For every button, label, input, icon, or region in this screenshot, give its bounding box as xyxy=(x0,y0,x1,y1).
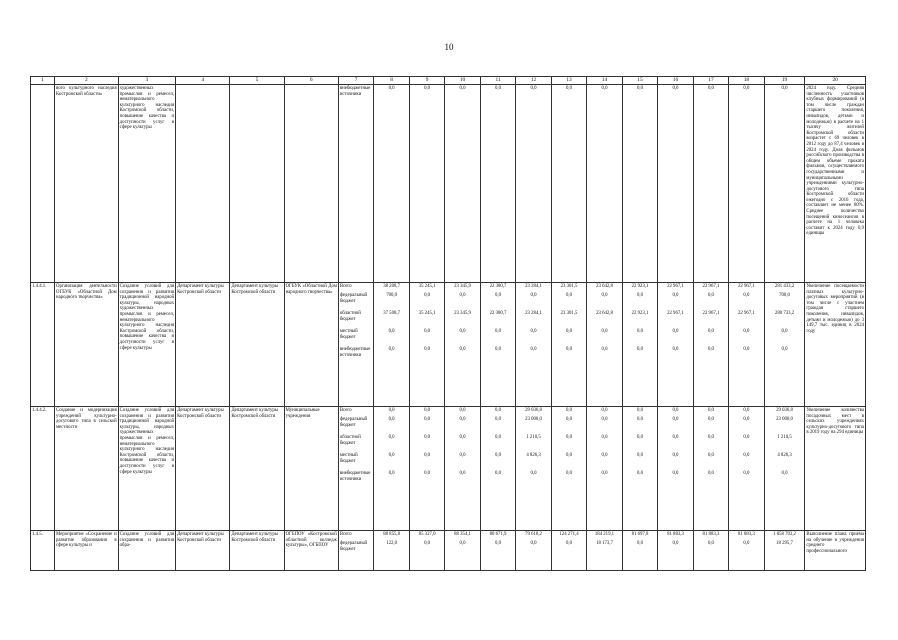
value: 281 433,2 xyxy=(774,284,795,289)
value-cell xyxy=(658,531,693,571)
column-number: 4 xyxy=(176,77,230,85)
value: 700,0 xyxy=(386,293,397,298)
value: 0,0 xyxy=(707,86,714,91)
funding-source-label: Всего xyxy=(339,284,352,289)
column-number: 10 xyxy=(445,77,480,85)
value: 0,0 xyxy=(707,408,714,413)
row-co-executor: Департамент культуры Костромской области xyxy=(230,531,284,571)
value-cell xyxy=(693,283,728,407)
value: 0,0 xyxy=(781,329,788,334)
column-number-row xyxy=(31,77,866,85)
value-cell xyxy=(551,85,586,283)
value: 0,0 xyxy=(672,417,679,422)
value: 0,0 xyxy=(566,347,572,352)
value-cell xyxy=(516,283,551,407)
value-cell xyxy=(729,531,764,571)
value: 0,0 xyxy=(636,471,643,476)
program-table xyxy=(30,76,866,571)
value: 29 036,8 xyxy=(776,408,793,413)
value: 0,0 xyxy=(459,347,466,352)
value-cell xyxy=(693,407,728,531)
value-cell xyxy=(516,407,551,531)
value: 0,0 xyxy=(707,329,714,334)
value: 0,0 xyxy=(743,408,750,413)
value-cell xyxy=(622,531,657,571)
value: 0,0 xyxy=(601,86,608,91)
column-number: 9 xyxy=(409,77,444,85)
value: 0,0 xyxy=(743,417,750,422)
value: 0,0 xyxy=(743,329,750,334)
row-result: Выполнение плана приема на обучение в учреждения среднего профессионального xyxy=(805,531,866,571)
value-cell xyxy=(409,531,444,571)
value: 0,0 xyxy=(743,86,750,91)
value-cell xyxy=(693,531,728,571)
value-cell xyxy=(764,283,805,407)
row-result: 2024 году. Средняя численность участников клубных формирований (в том числе граждан старшего поколения, инвалидов, детьми и молодежью) в расчете на 1 тысячу жителей Костромской области возрастет с 69 человек в 2012 году до 87,4 человек в 2024 году. Доля фильмов российского производства в общем объеме проката фильмов, осуществляемого государственными и муниципальными учреждениями культурно-досугового типа Костромской области ежегодно с 2016 года, составляет не менее 80%. Среднее количество посещений киносеансов в расчете на 1 человека составит к 2024 году 0,9 единицы xyxy=(805,85,866,283)
row-result: Увеличение количества посадочных мест в сельских учреждениях культурно-досугового типа в 2019 году на 294 единицы xyxy=(805,407,866,531)
funding-source-label: областной бюджет xyxy=(339,435,361,446)
value: 122,0 xyxy=(386,541,397,546)
column-number: 17 xyxy=(693,77,728,85)
value: 0,0 xyxy=(566,435,572,440)
value-cell xyxy=(658,85,693,283)
funding-source-label: федеральный бюджет xyxy=(339,417,368,428)
column-number: 19 xyxy=(764,77,805,85)
column-number: 5 xyxy=(230,77,284,85)
value: 0,0 xyxy=(530,86,537,91)
row-task: Создание условий для сохранения и развития традиционной народной культуры, народных художественных промыслов и ремесел, нематериального культурного наследия Костромской области, повышение качества и доступности услуг в сфере культуры xyxy=(118,407,175,531)
value: 0,0 xyxy=(424,293,431,298)
value-cell xyxy=(480,283,515,407)
value: 18 173,7 xyxy=(596,541,613,546)
value-cell xyxy=(374,407,409,531)
value: 0,0 xyxy=(636,86,643,91)
value: 35 245,1 xyxy=(418,311,436,316)
value: 0,0 xyxy=(743,293,750,298)
value: 0,0 xyxy=(601,453,608,458)
value: 23 345,9 xyxy=(454,311,471,316)
funding-source-label: Всего xyxy=(339,532,352,537)
value: 23 345,9 xyxy=(454,284,471,289)
value-cell xyxy=(551,407,586,531)
value: 0,0 xyxy=(636,453,643,458)
funding-source-label: федеральный бюджет xyxy=(339,293,368,304)
value: 88 855,8 xyxy=(383,532,400,537)
value: 22 923,1 xyxy=(631,284,649,289)
value: 0,0 xyxy=(781,471,788,476)
column-number: 18 xyxy=(729,77,764,85)
value: 0,0 xyxy=(459,293,466,298)
value-cell xyxy=(445,531,480,571)
value: 0,0 xyxy=(495,471,502,476)
value: 0,0 xyxy=(495,347,502,352)
row-participant: ОГБПОУ «Костромской областной колледж культуры», ОГБПОУ xyxy=(284,531,338,571)
value: 0,0 xyxy=(566,408,572,413)
value-cell xyxy=(374,85,409,283)
funding-source-label: областной бюджет xyxy=(339,311,361,322)
value-cell xyxy=(445,85,480,283)
value: 0,0 xyxy=(636,408,643,413)
value: 4 826,3 xyxy=(526,453,541,458)
value-cell xyxy=(693,85,728,283)
value: 0,0 xyxy=(388,86,395,91)
value-cell xyxy=(409,283,444,407)
funding-source-label: местный бюджет xyxy=(339,329,358,340)
value: 23 642,8 xyxy=(596,311,613,316)
column-number: 20 xyxy=(805,77,866,85)
value: 0,0 xyxy=(566,417,572,422)
funding-source-label: внебюджетные источники xyxy=(339,86,371,97)
value: 0,0 xyxy=(388,408,395,413)
value: 0,0 xyxy=(530,471,537,476)
value: 0,0 xyxy=(672,329,679,334)
value: 29 036,8 xyxy=(525,408,542,413)
value: 81 883,3 xyxy=(738,532,755,537)
value: 22 967,1 xyxy=(738,284,755,289)
value: 0,0 xyxy=(459,417,466,422)
table-row xyxy=(31,283,866,407)
column-number: 2 xyxy=(55,77,119,85)
value: 0,0 xyxy=(459,453,466,458)
value: 700,0 xyxy=(779,293,790,298)
value: 0,0 xyxy=(495,541,502,546)
value-cell xyxy=(551,531,586,571)
value-cell xyxy=(551,283,586,407)
column-number: 16 xyxy=(658,77,693,85)
value: 23 642,8 xyxy=(596,284,613,289)
value: 0,0 xyxy=(781,347,788,352)
value-cell xyxy=(729,85,764,283)
value: 0,0 xyxy=(530,329,537,334)
value: 0,0 xyxy=(424,347,431,352)
value-cell xyxy=(587,85,622,283)
column-number: 7 xyxy=(338,77,373,85)
value: 0,0 xyxy=(707,471,714,476)
value: 23 301,5 xyxy=(560,311,578,316)
column-number: 12 xyxy=(516,77,551,85)
value: 0,0 xyxy=(672,541,679,546)
value-cell xyxy=(445,283,480,407)
value: 23 301,5 xyxy=(560,284,578,289)
row-sources xyxy=(338,531,373,571)
value: 22 967,1 xyxy=(667,284,684,289)
value: 0,0 xyxy=(672,408,679,413)
value: 1 210,5 xyxy=(777,435,792,440)
row-code: 1.4.4.1. xyxy=(31,283,55,407)
value-cell xyxy=(764,407,805,531)
value: 0,0 xyxy=(388,417,395,422)
row-code: 1.4.4.2. xyxy=(31,407,55,531)
value: 0,0 xyxy=(530,541,537,546)
value-cell xyxy=(658,283,693,407)
row-participant: ОГБУК «Областной Дом народного творчества» xyxy=(284,283,338,407)
value: 0,0 xyxy=(459,86,466,91)
value: 22 380,7 xyxy=(489,311,507,316)
value: 79 618,2 xyxy=(525,532,542,537)
row-sources xyxy=(338,407,373,531)
value: 0,0 xyxy=(743,435,750,440)
value-cell xyxy=(480,85,515,283)
value: 0,0 xyxy=(672,293,679,298)
value-cell xyxy=(622,283,657,407)
value: 1 210,5 xyxy=(526,435,541,440)
column-number: 14 xyxy=(587,77,622,85)
value-cell xyxy=(764,531,805,571)
value: 81 883,3 xyxy=(702,532,720,537)
value: 0,0 xyxy=(636,435,643,440)
value: 0,0 xyxy=(636,293,643,298)
value: 88 354,1 xyxy=(454,532,471,537)
value: 0,0 xyxy=(636,417,643,422)
row-co-executor xyxy=(230,85,284,283)
value: 4 826,3 xyxy=(777,453,792,458)
row-participant: Муниципальные учреждения xyxy=(284,407,338,531)
column-number: 1 xyxy=(31,77,55,85)
value: 22 967,1 xyxy=(702,284,720,289)
value: 0,0 xyxy=(672,347,679,352)
value: 0,0 xyxy=(743,471,750,476)
value-cell xyxy=(409,85,444,283)
value: 22 967,1 xyxy=(702,311,720,316)
value: 0,0 xyxy=(707,347,714,352)
row-sources xyxy=(338,283,373,407)
value: 184 219,1 xyxy=(594,532,615,537)
value: 0,0 xyxy=(743,541,750,546)
value: 0,0 xyxy=(459,329,466,334)
row-name: Организация деятельности ОГБУК «Областной Дом народного творчества» xyxy=(55,283,119,407)
value-cell xyxy=(729,283,764,407)
value: 0,0 xyxy=(495,417,502,422)
funding-source-label: Всего xyxy=(339,408,352,413)
column-number: 3 xyxy=(118,77,175,85)
table-row xyxy=(31,85,866,283)
value: 0,0 xyxy=(601,435,608,440)
value: 0,0 xyxy=(707,293,714,298)
row-task: Создание условий для сохранения и развития обра- xyxy=(118,531,175,571)
value: 0,0 xyxy=(495,453,502,458)
funding-source-label: внебюджетные источники xyxy=(339,471,371,482)
row-code: 1.4.5. xyxy=(31,531,55,571)
row-name: Мероприятие «Сохранение и развитие образования в сфере культуры и xyxy=(55,531,119,571)
value: 0,0 xyxy=(672,471,679,476)
value: 0,0 xyxy=(495,329,502,334)
value: 0,0 xyxy=(707,417,714,422)
value: 0,0 xyxy=(672,453,679,458)
row-name: вого культурного наследия Костромской области» xyxy=(55,85,119,283)
value: 0,0 xyxy=(424,329,431,334)
value: 0,0 xyxy=(601,471,608,476)
value: 0,0 xyxy=(530,293,537,298)
value: 0,0 xyxy=(495,293,502,298)
value-cell xyxy=(445,407,480,531)
value: 124 271,4 xyxy=(559,532,579,537)
row-responsible: Департамент культуры Костромской области xyxy=(176,283,230,407)
value: 0,0 xyxy=(495,86,502,91)
value: 22 967,1 xyxy=(667,311,684,316)
table-row xyxy=(31,531,866,571)
value: 0,0 xyxy=(743,347,750,352)
value-cell xyxy=(658,407,693,531)
value: 0,0 xyxy=(388,471,395,476)
value: 0,0 xyxy=(707,541,714,546)
value: 35 245,1 xyxy=(418,284,436,289)
value: 38 208,7 xyxy=(383,284,400,289)
value: 1 058 703,2 xyxy=(773,532,796,537)
value-cell xyxy=(622,85,657,283)
value-cell xyxy=(587,283,622,407)
column-number: 13 xyxy=(551,77,586,85)
value: 0,0 xyxy=(743,453,750,458)
value: 0,0 xyxy=(424,541,431,546)
value: 0,0 xyxy=(601,408,608,413)
value: 0,0 xyxy=(566,541,572,546)
value: 0,0 xyxy=(388,435,395,440)
value-cell xyxy=(516,531,551,571)
value: 0,0 xyxy=(601,293,608,298)
value: 0,0 xyxy=(566,329,572,334)
value: 0,0 xyxy=(672,435,679,440)
column-number: 15 xyxy=(622,77,657,85)
value: 0,0 xyxy=(566,86,572,91)
value: 37 508,7 xyxy=(383,311,400,316)
value: 0,0 xyxy=(530,347,537,352)
value: 0,0 xyxy=(459,471,466,476)
table-row xyxy=(31,407,866,531)
row-participant xyxy=(284,85,338,283)
value: 23 000,0 xyxy=(525,417,542,422)
value: 0,0 xyxy=(388,453,395,458)
value: 0,0 xyxy=(424,408,431,413)
value-cell xyxy=(587,407,622,531)
value: 0,0 xyxy=(636,329,643,334)
row-task: Создание условий для сохранения и развития традиционной народной культуры, народных художественных промыслов и ремесел, нематериального культурного наследия Костромской области, повышение качества и доступности услуг в сфере культуры xyxy=(118,283,175,407)
row-task: художественных промыслов и ремесел, нематериального культурного наследия Костромской области, повышение качества и доступности услуг в сфере культуры xyxy=(118,85,175,283)
value-cell xyxy=(622,407,657,531)
value: 18 295,7 xyxy=(776,541,793,546)
row-sources xyxy=(338,85,373,283)
value: 23 284,1 xyxy=(525,311,542,316)
value: 0,0 xyxy=(707,453,714,458)
value: 0,0 xyxy=(601,329,608,334)
value: 22 967,1 xyxy=(738,311,755,316)
value: 0,0 xyxy=(388,329,395,334)
value: 85 327,0 xyxy=(418,532,436,537)
row-co-executor: Департамент культуры Костромской области xyxy=(230,407,284,531)
value: 0,0 xyxy=(566,471,572,476)
column-number: 11 xyxy=(480,77,515,85)
value: 0,0 xyxy=(424,86,431,91)
value: 0,0 xyxy=(707,435,714,440)
value-cell xyxy=(480,407,515,531)
value: 23 000,0 xyxy=(776,417,793,422)
value-cell xyxy=(764,85,805,283)
value: 0,0 xyxy=(388,347,395,352)
row-responsible: Департамент культуры Костромской области xyxy=(176,531,230,571)
value: 0,0 xyxy=(424,471,431,476)
value: 0,0 xyxy=(424,435,431,440)
value: 0,0 xyxy=(459,541,466,546)
value: 0,0 xyxy=(495,408,502,413)
value-cell xyxy=(516,85,551,283)
value-cell xyxy=(480,531,515,571)
value: 81 697,8 xyxy=(631,532,649,537)
value-cell xyxy=(409,407,444,531)
row-co-executor: Департамент культуры Костромской области xyxy=(230,283,284,407)
value: 0,0 xyxy=(424,417,431,422)
value: 0,0 xyxy=(601,417,608,422)
value: 0,0 xyxy=(566,293,572,298)
funding-source-label: внебюджетные источники xyxy=(339,347,371,358)
value: 80 671,9 xyxy=(489,532,507,537)
value-cell xyxy=(729,407,764,531)
value: 0,0 xyxy=(636,347,643,352)
row-result: Увеличение посещаемости платных культурно-досуговых мероприятий (в том числе с участием граждан старшего поколения, инвалидов, детьми и молодежью) до 3 149,7 тыс. единиц в 2024 году xyxy=(805,283,866,407)
value: 0,0 xyxy=(636,541,643,546)
value: 280 733,2 xyxy=(774,311,795,316)
funding-source-label: местный бюджет xyxy=(339,453,358,464)
value: 0,0 xyxy=(495,435,502,440)
row-responsible: Департамент культуры Костромской области xyxy=(176,407,230,531)
value-cell xyxy=(374,531,409,571)
value: 0,0 xyxy=(459,408,466,413)
value: 23 284,1 xyxy=(525,284,542,289)
row-name: Создание и модернизация учреждений культурно-досугового типа в сельской местности xyxy=(55,407,119,531)
value: 0,0 xyxy=(459,435,466,440)
funding-source-label: федеральный бюджет xyxy=(339,541,368,552)
value: 22 380,7 xyxy=(489,284,507,289)
value-cell xyxy=(587,531,622,571)
value: 81 883,3 xyxy=(667,532,684,537)
value: 22 923,1 xyxy=(631,311,649,316)
value: 0,0 xyxy=(566,453,572,458)
value-cell xyxy=(374,283,409,407)
column-number: 8 xyxy=(374,77,409,85)
row-code xyxy=(31,85,55,283)
page-number: 10 xyxy=(444,42,454,52)
value: 0,0 xyxy=(601,347,608,352)
row-responsible xyxy=(176,85,230,283)
value: 0,0 xyxy=(424,453,431,458)
column-number: 6 xyxy=(284,77,338,85)
value: 0,0 xyxy=(781,86,788,91)
value: 0,0 xyxy=(672,86,679,91)
